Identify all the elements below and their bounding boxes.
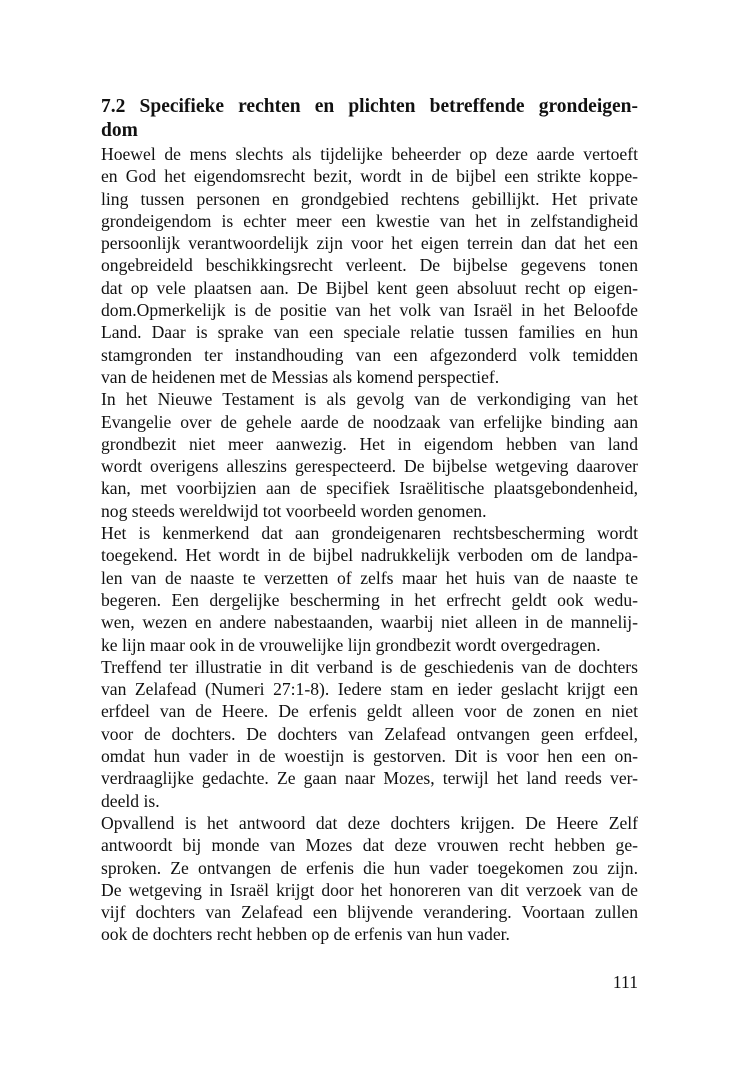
text-line: grondeigendom is echter meer een kwestie van het in zelfstandigheid [101,210,638,231]
paragraph-1 [101,143,638,388]
paragraph-2 [101,388,638,522]
section-heading [101,95,638,143]
text-line: en God het eigendomsrecht bezit, wordt in de bijbel een strikte koppe- [101,166,638,187]
text-line: Hoewel de mens slechts als tijdelijke beheerder op deze aarde vertoeft [101,144,638,164]
heading-line: 7.2 Specifieke rechten en plichten betreffende grondeigen- [101,96,638,117]
text-line: ook de dochters recht hebben op de erfenis van hun vader. [101,924,510,945]
paragraph-4 [101,656,638,812]
text-line: wen, wezen en andere nabestaanden, waarbij niet alleen in de mannelij- [101,612,638,633]
text-line: Het is kenmerkend dat aan grondeigenaren rechtsbescherming wordt [101,523,638,544]
text-line: Treffend ter illustratie in dit verband is de geschiedenis van de dochters [101,656,638,677]
text-line: len van de naaste te verzetten of zelfs maar het huis van de naaste te [101,567,638,588]
text-line: antwoordt bij monde van Mozes dat deze vrouwen recht hebben ge- [101,835,638,856]
text-line: van de heidenen met de Messias als komend perspectief. [101,366,500,387]
text-line: persoonlijk verantwoordelijk zijn voor het eigen terrein dan dat het een [101,233,638,254]
page-body [101,95,638,946]
text-line: toegekend. Het wordt in de bijbel nadrukkelijk verboden om de landpa- [101,545,638,566]
heading-line: dom [101,120,138,141]
paragraph-5 [101,812,638,946]
paragraph-3 [101,522,638,656]
page-number: 111 [612,972,638,992]
text-line: van Zelafead (Numeri 27:1-8). Iedere stam en ieder geslacht krijgt een [101,679,638,700]
text-line: Evangelie over de gehele aarde de noodzaak van erfelijke binding aan [101,411,638,432]
text-line: dom.Opmerkelijk is de positie van het volk van Israël in het Beloofde [101,300,638,321]
text-line: Opvallend is het antwoord dat deze dochters krijgen. De Heere Zelf [101,812,638,833]
text-line: kan, met voorbijzien aan de specifiek Israëlitische plaatsgebondenheid, [101,478,638,499]
text-line: voor de dochters. De dochters van Zelafead ontvangen geen erfdeel, [101,723,638,744]
text-line: ongebreideld beschikkingsrecht verleent. De bijbelse gegevens tonen [101,255,638,276]
text-line: sproken. Ze ontvangen de erfenis die hun vader toegekomen zou zijn. [101,857,638,878]
text-line: ling tussen personen en grondgebied rechtens gebillijkt. Het private [101,188,638,209]
text-line: De wetgeving in Israël krijgt door het honoreren van dit verzoek van de [101,879,638,900]
text-line: grondbezit niet meer aanwezig. Het in eigendom hebben van land [101,433,638,454]
text-line: In het Nieuwe Testament is als gevolg van de verkondiging van het [101,389,638,410]
text-line: Land. Daar is sprake van een speciale relatie tussen families en hun [101,322,638,343]
text-line: ke lijn maar ook in de vrouwelijke lijn grondbezit wordt overgedragen. [101,634,601,655]
text-line: dat op vele plaatsen aan. De Bijbel kent geen absoluut recht op eigen- [101,277,638,298]
text-line: verdraaglijke gedachte. Ze gaan naar Mozes, terwijl het land reeds ver- [101,768,638,789]
text-line: nog steeds wereldwijd tot voorbeeld worden genomen. [101,500,487,521]
text-line: wordt overigens alleszins gerespecteerd. De bijbelse wetgeving daarover [101,456,638,477]
text-line: omdat hun vader in de woestijn is gestorven. Dit is voor hen een on- [101,746,638,767]
text-line: vijf dochters van Zelafead een blijvende verandering. Voortaan zullen [101,902,638,923]
text-line: stamgronden ter instandhouding van een afgezonderd volk temidden [101,344,638,365]
text-line: deeld is. [101,790,160,811]
text-line: begeren. Een dergelijke bescherming in het erfrecht geldt ook wedu- [101,589,638,610]
text-line: erfdeel van de Heere. De erfenis geldt alleen voor de zonen en niet [101,701,638,722]
